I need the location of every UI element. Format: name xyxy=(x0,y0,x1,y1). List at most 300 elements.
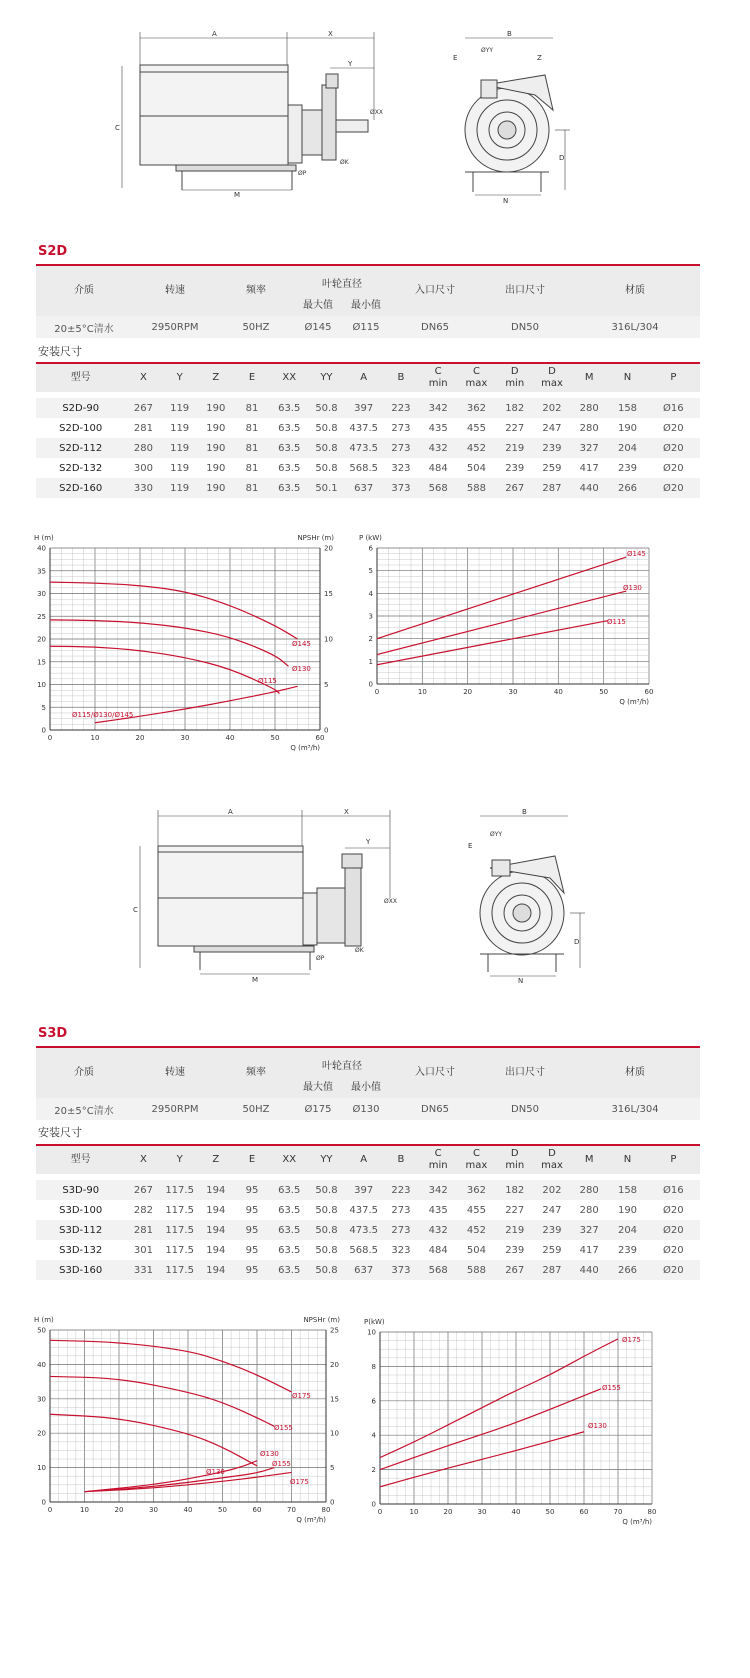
y-tick-label: 30 xyxy=(37,1395,46,1404)
series-label: Ø130 xyxy=(292,665,311,673)
dim-cell: 63.5 xyxy=(270,1180,308,1200)
spec-freq: 50HZ xyxy=(218,1098,294,1120)
series-label: Ø115 xyxy=(258,677,277,685)
dim-cell: Ø20 xyxy=(663,1204,684,1216)
y-tick-label: 40 xyxy=(37,1360,46,1369)
dim-cell: 182 xyxy=(496,1180,534,1200)
dim-cell: 287 xyxy=(534,478,570,498)
dim-cell: 95 xyxy=(245,1204,259,1216)
spec-imp-min: Ø115 xyxy=(342,316,390,338)
dim-cell: 63.5 xyxy=(270,438,308,458)
dim-header-8: B xyxy=(383,1146,419,1174)
table-row xyxy=(36,438,700,458)
series-label: Ø145 xyxy=(292,640,311,648)
dim-cell: 568.5 xyxy=(349,1244,378,1256)
s3d-head-npsh-chart xyxy=(30,1310,360,1540)
dim-cell: 247 xyxy=(542,422,562,434)
dim-cell: 432 xyxy=(419,1220,457,1240)
dim-header-12 xyxy=(534,364,570,392)
dim-cell: Ø20 xyxy=(647,438,700,458)
dim-cell: 437.5 xyxy=(349,1204,378,1216)
dim-cell: 223 xyxy=(383,398,419,418)
series-label: Ø175 xyxy=(622,1336,641,1344)
series-label: Ø130 xyxy=(206,1468,225,1476)
y2-tick-label: 5 xyxy=(324,681,329,689)
x-tick-label: 30 xyxy=(477,1508,487,1516)
dim-cell: 190 xyxy=(617,1204,638,1216)
dim-cell: 117.5 xyxy=(165,1244,194,1256)
spec-material: 316L/304 xyxy=(570,1098,700,1120)
spec-freq: 50HZ xyxy=(218,316,294,338)
dim-cell: 282 xyxy=(133,1204,153,1216)
dim-header-6: YY xyxy=(308,364,344,392)
spec-header-inlet: 入口尺寸 xyxy=(390,266,480,316)
dim-cell: 50.8 xyxy=(308,438,344,458)
dim-cell: 327 xyxy=(570,1220,608,1240)
x-tick-label: 60 xyxy=(644,688,654,696)
dim-cell: 273 xyxy=(391,422,411,434)
spec-header-impeller: 叶轮直径 xyxy=(294,266,390,300)
y-tick-label: 0 xyxy=(368,680,373,689)
s2d-install-title: 安装尺寸 xyxy=(38,345,82,358)
s2d-head-npsh-chart xyxy=(30,528,350,758)
dim-cell: 397 xyxy=(345,398,383,418)
dim-header-12 xyxy=(534,1146,570,1174)
dim-header-7: A xyxy=(345,1146,383,1174)
dim-cell: 323 xyxy=(391,462,411,474)
dim-cell: 504 xyxy=(466,1244,486,1256)
dim-cell: 281 xyxy=(133,422,153,434)
dim-cell: 202 xyxy=(534,398,570,418)
dim-cell: 202 xyxy=(534,1180,570,1200)
spec-header-material: 材质 xyxy=(570,266,700,316)
spec-medium: 20±5°C清水 xyxy=(36,316,132,338)
spec-header-imp-min: 最小值 xyxy=(342,1082,390,1098)
y2-tick-label: 10 xyxy=(324,635,333,644)
dim-cell: 440 xyxy=(570,1260,608,1280)
dim-cell: 117.5 xyxy=(162,1180,198,1200)
dim-cell: 182 xyxy=(496,398,534,418)
dim-cell: 568.5 xyxy=(349,462,378,474)
y-tick-label: 1 xyxy=(368,657,373,666)
spec-header-material: 材质 xyxy=(570,1048,700,1098)
s3d-dim-E: E xyxy=(468,842,473,850)
x-tick-label: 0 xyxy=(47,734,53,742)
s2d-dim-N: N xyxy=(503,197,509,205)
dim-cell: 373 xyxy=(383,478,419,498)
dim-header-part: C xyxy=(434,366,442,377)
dim-cell: 117.5 xyxy=(162,1260,198,1280)
dim-header-13: M xyxy=(570,364,608,392)
x-tick-label: 70 xyxy=(613,1508,623,1516)
spec-imp-min: Ø130 xyxy=(342,1098,390,1120)
dim-cell: Ø20 xyxy=(647,1260,700,1280)
s2d-dim-M: M xyxy=(234,191,241,199)
dim-header-5: XX xyxy=(270,364,308,392)
dim-cell: 397 xyxy=(345,1180,383,1200)
s2d-dim-A: A xyxy=(212,30,217,38)
y2-tick-label: 15 xyxy=(324,590,333,598)
y-tick-label: 20 xyxy=(37,635,46,644)
s3d-dim-B: B xyxy=(522,808,527,816)
dim-header-0: 型号 xyxy=(36,364,125,392)
dim-cell: 455 xyxy=(466,1204,486,1216)
dim-cell: 81 xyxy=(234,398,270,418)
x-tick-label: 30 xyxy=(149,1506,158,1514)
model-cell: S2D-112 xyxy=(36,438,125,458)
dim-cell: 117.5 xyxy=(162,1220,198,1240)
dim-cell: 227 xyxy=(505,422,525,434)
dim-header-2: Y xyxy=(162,1146,198,1174)
dim-header-part: min xyxy=(428,1160,448,1171)
series-label: Ø115/Ø130/Ø145 xyxy=(72,711,134,719)
dim-cell: 287 xyxy=(534,1260,570,1280)
dim-cell: 81 xyxy=(245,422,259,434)
y-tick-label: 40 xyxy=(37,544,46,553)
dim-cell: 280 xyxy=(125,438,161,458)
dim-cell: 568 xyxy=(419,478,457,498)
dim-header-part: D xyxy=(548,1148,556,1159)
s2d-head-npsh-svg xyxy=(30,528,350,758)
dim-cell: 342 xyxy=(419,398,457,418)
s3d-dim-D: D xyxy=(574,938,580,946)
dim-header-1: X xyxy=(125,1146,161,1174)
s3d-front-view-drawing xyxy=(460,808,600,983)
dim-cell: 280 xyxy=(579,422,599,434)
model-cell: S3D-160 xyxy=(36,1260,125,1280)
dim-header-3: Z xyxy=(198,1146,234,1174)
dim-cell: 239 xyxy=(534,1220,570,1240)
dim-cell: 50.8 xyxy=(308,398,344,418)
series-label: Ø115 xyxy=(607,618,626,626)
spec-header-outlet: 出口尺寸 xyxy=(480,1048,570,1098)
dim-cell: Ø16 xyxy=(647,1180,700,1200)
x-tick-label: 20 xyxy=(463,688,473,696)
s2d-side-view-drawing xyxy=(112,30,392,205)
s3d-install-title: 安装尺寸 xyxy=(38,1126,82,1139)
dim-cell: Ø20 xyxy=(663,422,684,434)
model-cell: S3D-112 xyxy=(36,1220,125,1240)
dim-cell: 50.8 xyxy=(315,422,338,434)
y2-tick-label: 15 xyxy=(330,1395,339,1404)
y-tick-label: 30 xyxy=(37,590,46,598)
dim-cell: 194 xyxy=(198,1260,234,1280)
dim-header-14: N xyxy=(608,364,646,392)
table-row xyxy=(36,1260,700,1280)
x-tick-label: 40 xyxy=(183,1506,193,1514)
y2-tick-label: 20 xyxy=(324,544,333,553)
dim-cell: 484 xyxy=(428,462,448,474)
x-tick-label: 10 xyxy=(90,734,100,742)
dim-cell: 119 xyxy=(162,438,198,458)
dim-cell: 95 xyxy=(245,1244,259,1256)
dim-header-15: P xyxy=(647,364,700,392)
x-tick-label: 40 xyxy=(511,1508,521,1516)
s2d-dim-K: ØK xyxy=(340,159,349,166)
x-axis-label: Q (m³/h) xyxy=(622,1518,652,1526)
model-cell: S2D-100 xyxy=(59,422,103,434)
dim-cell: 280 xyxy=(570,1180,608,1200)
dim-header-part: min xyxy=(505,378,525,389)
dim-header-part: min xyxy=(428,378,448,389)
spec-header-imp-min: 最小值 xyxy=(342,300,390,316)
dim-cell: 50.8 xyxy=(308,1260,344,1280)
dim-cell: 239 xyxy=(505,1244,525,1256)
y-tick-label: 6 xyxy=(368,544,373,553)
dim-cell: 637 xyxy=(345,1260,383,1280)
x-tick-label: 20 xyxy=(114,1506,124,1514)
x-tick-label: 0 xyxy=(374,688,380,696)
dim-cell: 239 xyxy=(617,462,638,474)
y-axis-label: H (m) xyxy=(34,534,54,542)
s2d-dim-P: ØP xyxy=(298,170,307,177)
dim-cell: 50.8 xyxy=(308,1180,344,1200)
model-cell: S2D-90 xyxy=(36,398,125,418)
dim-cell: 119 xyxy=(162,398,198,418)
s2d-dim-E: E xyxy=(453,54,458,62)
table-row xyxy=(36,458,700,478)
dim-header-4: E xyxy=(234,1146,270,1174)
dim-header-5: XX xyxy=(270,1146,308,1174)
dim-cell: 273 xyxy=(391,1204,411,1216)
dim-cell: Ø20 xyxy=(647,1220,700,1240)
spec-outlet: DN50 xyxy=(480,1098,570,1120)
s2d-front-view-drawing xyxy=(445,30,585,205)
dim-cell: 194 xyxy=(206,1204,226,1216)
x-tick-label: 20 xyxy=(443,1508,453,1516)
s3d-head-npsh-svg xyxy=(30,1310,360,1540)
spec-outlet: DN50 xyxy=(480,316,570,338)
s3d-dim-Y: Y xyxy=(366,838,371,846)
model-cell: S2D-160 xyxy=(36,478,125,498)
table-row xyxy=(36,1240,700,1260)
x-tick-label: 60 xyxy=(252,1506,262,1514)
dim-cell: 323 xyxy=(391,1244,411,1256)
x-tick-label: 40 xyxy=(225,734,235,742)
s3d-dim-XX: ØXX xyxy=(384,898,397,905)
dim-cell: 301 xyxy=(133,1244,153,1256)
y-tick-label: 25 xyxy=(37,612,46,621)
model-cell: S3D-90 xyxy=(36,1180,125,1200)
s2d-dimension-table xyxy=(36,364,700,498)
dim-cell: 247 xyxy=(542,1204,562,1216)
dim-cell: 327 xyxy=(570,438,608,458)
dim-cell: 300 xyxy=(133,462,153,474)
s2d-dim-XX: ØXX xyxy=(370,109,383,116)
x-tick-label: 60 xyxy=(315,734,325,742)
dim-cell: 95 xyxy=(234,1180,270,1200)
dim-cell: 95 xyxy=(234,1260,270,1280)
dim-header-4: E xyxy=(234,364,270,392)
x-axis-label: Q (m³/h) xyxy=(296,1516,326,1524)
dim-cell: 568 xyxy=(419,1260,457,1280)
x-tick-label: 30 xyxy=(508,688,518,696)
dim-cell: 267 xyxy=(496,478,534,498)
dim-cell: 63.5 xyxy=(270,1220,308,1240)
y-tick-label: 5 xyxy=(41,703,46,712)
s3d-dim-K: ØK xyxy=(355,947,364,954)
x-tick-label: 20 xyxy=(135,734,145,742)
dim-cell: 280 xyxy=(579,1204,599,1216)
x-tick-label: 10 xyxy=(409,1508,419,1516)
x-axis-label: Q (m³/h) xyxy=(290,744,320,752)
y-tick-label: 4 xyxy=(368,589,373,598)
s3d-power-chart xyxy=(360,1318,680,1540)
dim-header-part: max xyxy=(465,1160,488,1171)
spec-header-freq: 频率 xyxy=(218,1048,294,1098)
s3d-dim-M: M xyxy=(252,976,259,983)
dim-cell: 119 xyxy=(170,422,190,434)
dim-cell: 50.8 xyxy=(308,1220,344,1240)
y2-tick-label: 10 xyxy=(330,1429,339,1438)
dim-header-1: X xyxy=(125,364,161,392)
x-tick-label: 70 xyxy=(287,1506,296,1514)
dim-cell: 119 xyxy=(170,462,190,474)
dim-cell: 50.1 xyxy=(308,478,344,498)
spec-header-imp-max: 最大值 xyxy=(294,1082,342,1098)
dim-cell: 239 xyxy=(534,438,570,458)
dim-header-11 xyxy=(496,1146,534,1174)
dim-cell: 95 xyxy=(234,1220,270,1240)
dim-cell: Ø20 xyxy=(647,478,700,498)
dim-cell: 504 xyxy=(466,462,486,474)
x-tick-label: 50 xyxy=(599,688,609,696)
y-tick-label: 0 xyxy=(371,1500,376,1509)
spec-medium: 20±5°C清水 xyxy=(36,1098,132,1120)
dim-cell: 362 xyxy=(457,398,495,418)
spec-header-speed: 转速 xyxy=(132,266,218,316)
y2-axis-label: NPSHr (m) xyxy=(303,1316,340,1324)
s2d-dim-C: C xyxy=(115,124,120,132)
dim-cell: 117.5 xyxy=(165,1204,194,1216)
model-cell: S3D-132 xyxy=(59,1244,103,1256)
dim-header-10 xyxy=(457,364,495,392)
dim-cell: 267 xyxy=(125,398,161,418)
s2d-dim-B: B xyxy=(507,30,512,38)
dim-cell: 440 xyxy=(570,478,608,498)
y-tick-label: 20 xyxy=(37,1429,46,1438)
dim-cell: 435 xyxy=(428,1204,448,1216)
s3d-dimension-table xyxy=(36,1146,700,1280)
s3d-power-svg xyxy=(360,1318,680,1540)
dim-header-2: Y xyxy=(162,364,198,392)
dim-cell: 190 xyxy=(198,478,234,498)
y-axis-label: P(kW) xyxy=(364,1318,385,1326)
y-tick-label: 0 xyxy=(41,726,46,735)
spec-header-inlet: 入口尺寸 xyxy=(390,1048,480,1098)
y-tick-label: 2 xyxy=(371,1466,376,1475)
y2-tick-label: 20 xyxy=(330,1360,339,1369)
y-tick-label: 10 xyxy=(37,681,46,689)
dim-cell: 473.5 xyxy=(345,438,383,458)
x-tick-label: 40 xyxy=(553,688,563,696)
x-tick-label: 0 xyxy=(47,1506,53,1514)
s3d-dim-C: C xyxy=(133,906,138,914)
series-line xyxy=(50,646,280,693)
spec-header-medium: 介质 xyxy=(36,1048,132,1098)
dim-header-11 xyxy=(496,364,534,392)
table-row xyxy=(36,478,700,498)
s3d-spec-table xyxy=(36,1048,700,1120)
x-tick-label: 80 xyxy=(321,1506,331,1514)
dim-cell: 63.5 xyxy=(270,398,308,418)
table-row xyxy=(36,1180,700,1200)
x-tick-label: 0 xyxy=(377,1508,383,1516)
dim-cell: 194 xyxy=(198,1220,234,1240)
dim-cell: 81 xyxy=(234,438,270,458)
dim-cell: 267 xyxy=(496,1260,534,1280)
s2d-power-chart xyxy=(355,528,675,718)
s3d-title: S3D xyxy=(38,1026,68,1041)
dim-cell: 194 xyxy=(206,1244,226,1256)
dim-cell: 266 xyxy=(608,1260,646,1280)
s3d-dim-YY: ØYY xyxy=(490,831,503,838)
dim-cell: 437.5 xyxy=(349,422,378,434)
y-axis-label: P (kW) xyxy=(359,534,382,542)
y2-tick-label: 0 xyxy=(330,1498,335,1507)
dim-header-part: C xyxy=(472,366,480,377)
y2-tick-label: 0 xyxy=(324,726,329,735)
y-tick-label: 4 xyxy=(371,1431,376,1440)
dim-header-0: 型号 xyxy=(36,1146,125,1174)
s3d-side-view-drawing xyxy=(130,808,410,983)
series-label: Ø155 xyxy=(272,1460,291,1468)
dim-cell: 452 xyxy=(457,1220,495,1240)
dim-cell: 273 xyxy=(383,438,419,458)
dim-cell: 190 xyxy=(206,462,226,474)
dim-header-part: C xyxy=(434,1148,442,1159)
dim-header-13: M xyxy=(570,1146,608,1174)
dim-cell: 259 xyxy=(542,462,562,474)
y-axis-label: H (m) xyxy=(34,1316,54,1324)
s3d-dim-X: X xyxy=(344,808,349,816)
series-label: Ø130 xyxy=(623,584,642,592)
dim-cell: 219 xyxy=(496,1220,534,1240)
s2d-dim-D: D xyxy=(559,154,565,162)
s3d-dim-A: A xyxy=(228,808,233,816)
spec-imp-max: Ø175 xyxy=(294,1098,342,1120)
s2d-power-svg xyxy=(355,528,675,718)
s2d-spec-table xyxy=(36,266,700,338)
dim-cell: Ø20 xyxy=(663,462,684,474)
dim-cell: 50.8 xyxy=(315,1244,338,1256)
y2-tick-label: 5 xyxy=(330,1464,335,1473)
dim-cell: 63.5 xyxy=(278,1204,301,1216)
y-tick-label: 5 xyxy=(368,567,373,576)
dim-cell: 63.5 xyxy=(278,1244,301,1256)
table-row xyxy=(36,398,700,418)
dim-cell: 362 xyxy=(457,1180,495,1200)
y-tick-label: 8 xyxy=(371,1362,376,1371)
x-tick-label: 50 xyxy=(270,734,280,742)
table-row xyxy=(36,1200,700,1220)
dim-cell: 63.5 xyxy=(278,462,301,474)
dim-cell: 63.5 xyxy=(278,422,301,434)
dim-header-15: P xyxy=(647,1146,700,1174)
dim-header-part: max xyxy=(465,378,488,389)
y-tick-label: 6 xyxy=(371,1397,376,1406)
dim-cell: 50.8 xyxy=(315,1204,338,1216)
dim-cell: 194 xyxy=(198,1180,234,1200)
dim-cell: 204 xyxy=(608,438,646,458)
dim-cell: 588 xyxy=(457,478,495,498)
s2d-dim-YY: ØYY xyxy=(481,47,494,54)
s2d-dim-Y: Y xyxy=(348,60,353,68)
dim-cell: 588 xyxy=(457,1260,495,1280)
spec-inlet: DN65 xyxy=(390,316,480,338)
spec-header-impeller: 叶轮直径 xyxy=(294,1048,390,1082)
dim-header-9 xyxy=(419,1146,457,1174)
